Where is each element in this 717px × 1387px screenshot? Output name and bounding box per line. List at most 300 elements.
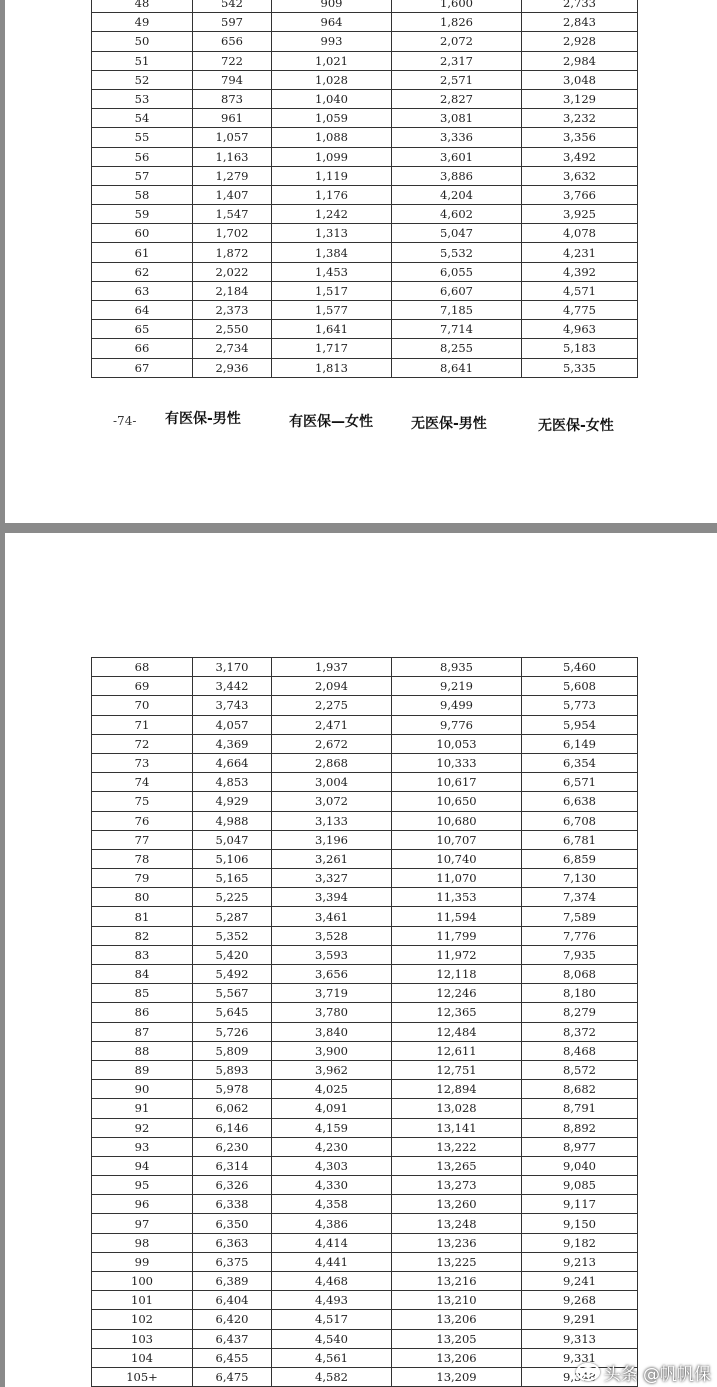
premium-cell: 1,826 bbox=[392, 13, 522, 32]
table-row bbox=[92, 965, 638, 984]
premium-cell: 9,213 bbox=[522, 1252, 638, 1271]
premium-cell: 961 bbox=[193, 109, 272, 128]
premium-cell: 2,550 bbox=[193, 320, 272, 339]
premium-cell: 2,734 bbox=[193, 339, 272, 358]
premium-cell: 6,363 bbox=[193, 1233, 272, 1252]
age-cell: 96 bbox=[92, 1195, 193, 1214]
premium-cell: 4,330 bbox=[272, 1176, 392, 1195]
premium-cell: 4,775 bbox=[522, 301, 638, 320]
premium-cell: 12,751 bbox=[392, 1060, 522, 1079]
premium-cell: 5,047 bbox=[193, 830, 272, 849]
table-row bbox=[92, 1118, 638, 1137]
premium-cell: 3,593 bbox=[272, 945, 392, 964]
table-row bbox=[92, 1099, 638, 1118]
premium-cell: 2,733 bbox=[522, 0, 638, 13]
premium-cell: 5,183 bbox=[522, 339, 638, 358]
table-row bbox=[92, 773, 638, 792]
table-row bbox=[92, 185, 638, 204]
premium-cell: 8,279 bbox=[522, 1003, 638, 1022]
age-cell: 78 bbox=[92, 849, 193, 868]
premium-cell: 6,475 bbox=[193, 1367, 272, 1386]
premium-cell: 6,708 bbox=[522, 811, 638, 830]
age-cell: 95 bbox=[92, 1176, 193, 1195]
table-row bbox=[92, 1329, 638, 1348]
premium-cell: 10,707 bbox=[392, 830, 522, 849]
premium-cell: 6,055 bbox=[392, 262, 522, 281]
premium-cell: 5,225 bbox=[193, 888, 272, 907]
table-row bbox=[92, 792, 638, 811]
premium-cell: 8,935 bbox=[392, 658, 522, 677]
premium-cell: 2,984 bbox=[522, 51, 638, 70]
premium-cell: 6,607 bbox=[392, 281, 522, 300]
premium-cell: 3,900 bbox=[272, 1041, 392, 1060]
premium-cell: 2,022 bbox=[193, 262, 272, 281]
premium-cell: 2,373 bbox=[193, 301, 272, 320]
premium-cell: 6,230 bbox=[193, 1137, 272, 1156]
premium-cell: 6,420 bbox=[193, 1310, 272, 1329]
document-page-1 bbox=[5, 0, 717, 523]
premium-cell: 1,028 bbox=[272, 70, 392, 89]
age-cell: 72 bbox=[92, 734, 193, 753]
table-row bbox=[92, 109, 638, 128]
table-row bbox=[92, 262, 638, 281]
premium-cell: 6,062 bbox=[193, 1099, 272, 1118]
premium-cell: 1,453 bbox=[272, 262, 392, 281]
age-cell: 105+ bbox=[92, 1367, 193, 1386]
premium-cell: 1,717 bbox=[272, 339, 392, 358]
table-row bbox=[92, 301, 638, 320]
age-cell: 73 bbox=[92, 753, 193, 772]
premium-cell: 2,094 bbox=[272, 677, 392, 696]
premium-cell: 4,057 bbox=[193, 715, 272, 734]
age-cell: 80 bbox=[92, 888, 193, 907]
premium-cell: 1,057 bbox=[193, 128, 272, 147]
premium-cell: 12,611 bbox=[392, 1041, 522, 1060]
age-cell: 62 bbox=[92, 262, 193, 281]
premium-cell: 1,176 bbox=[272, 185, 392, 204]
age-cell: 91 bbox=[92, 1099, 193, 1118]
premium-cell: 4,602 bbox=[392, 205, 522, 224]
premium-cell: 8,892 bbox=[522, 1118, 638, 1137]
premium-cell: 1,163 bbox=[193, 147, 272, 166]
premium-cell: 1,119 bbox=[272, 166, 392, 185]
premium-cell: 9,085 bbox=[522, 1176, 638, 1195]
premium-cell: 3,461 bbox=[272, 907, 392, 926]
table-row bbox=[92, 1195, 638, 1214]
premium-cell: 5,106 bbox=[193, 849, 272, 868]
table-row bbox=[92, 358, 638, 377]
premium-cell: 4,231 bbox=[522, 243, 638, 262]
table-row bbox=[92, 32, 638, 51]
premium-cell: 6,571 bbox=[522, 773, 638, 792]
age-cell: 85 bbox=[92, 984, 193, 1003]
caption-uninsured-male: 无医保-男性 bbox=[411, 416, 487, 432]
premium-cell: 1,099 bbox=[272, 147, 392, 166]
table-row bbox=[92, 696, 638, 715]
premium-cell: 6,146 bbox=[193, 1118, 272, 1137]
premium-cell: 542 bbox=[193, 0, 272, 13]
age-cell: 56 bbox=[92, 147, 193, 166]
premium-cell: 4,441 bbox=[272, 1252, 392, 1271]
age-cell: 97 bbox=[92, 1214, 193, 1233]
premium-cell: 6,338 bbox=[193, 1195, 272, 1214]
age-cell: 58 bbox=[92, 185, 193, 204]
premium-cell: 4,540 bbox=[272, 1329, 392, 1348]
premium-cell: 8,682 bbox=[522, 1080, 638, 1099]
premium-cell: 2,928 bbox=[522, 32, 638, 51]
age-cell: 92 bbox=[92, 1118, 193, 1137]
premium-cell: 4,561 bbox=[272, 1348, 392, 1367]
premium-cell: 1,577 bbox=[272, 301, 392, 320]
premium-cell: 10,740 bbox=[392, 849, 522, 868]
premium-cell: 5,567 bbox=[193, 984, 272, 1003]
table-row bbox=[92, 984, 638, 1003]
premium-cell: 13,225 bbox=[392, 1252, 522, 1271]
document-page-2 bbox=[5, 533, 717, 1387]
age-cell: 50 bbox=[92, 32, 193, 51]
age-cell: 61 bbox=[92, 243, 193, 262]
premium-cell: 1,040 bbox=[272, 89, 392, 108]
table-row bbox=[92, 811, 638, 830]
premium-cell: 3,196 bbox=[272, 830, 392, 849]
age-cell: 53 bbox=[92, 89, 193, 108]
premium-cell: 5,773 bbox=[522, 696, 638, 715]
premium-cell: 7,776 bbox=[522, 926, 638, 945]
premium-cell: 9,182 bbox=[522, 1233, 638, 1252]
table-row bbox=[92, 753, 638, 772]
premium-table-part-2 bbox=[91, 657, 638, 1387]
premium-cell: 3,356 bbox=[522, 128, 638, 147]
table-row bbox=[92, 1041, 638, 1060]
table-row bbox=[92, 658, 638, 677]
premium-cell: 4,664 bbox=[193, 753, 272, 772]
table-row bbox=[92, 13, 638, 32]
premium-cell: 1,059 bbox=[272, 109, 392, 128]
premium-cell: 11,972 bbox=[392, 945, 522, 964]
age-cell: 98 bbox=[92, 1233, 193, 1252]
premium-cell: 9,291 bbox=[522, 1310, 638, 1329]
table-row bbox=[92, 1003, 638, 1022]
table-row bbox=[92, 205, 638, 224]
premium-cell: 11,070 bbox=[392, 869, 522, 888]
premium-cell: 1,088 bbox=[272, 128, 392, 147]
premium-cell: 9,499 bbox=[392, 696, 522, 715]
table-row bbox=[92, 0, 638, 13]
table-row bbox=[92, 1272, 638, 1291]
table-row bbox=[92, 734, 638, 753]
premium-cell: 656 bbox=[193, 32, 272, 51]
premium-cell: 3,327 bbox=[272, 869, 392, 888]
age-cell: 74 bbox=[92, 773, 193, 792]
premium-cell: 12,118 bbox=[392, 965, 522, 984]
premium-cell: 3,719 bbox=[272, 984, 392, 1003]
age-cell: 102 bbox=[92, 1310, 193, 1329]
premium-cell: 1,547 bbox=[193, 205, 272, 224]
premium-cell: 1,021 bbox=[272, 51, 392, 70]
premium-cell: 13,210 bbox=[392, 1291, 522, 1310]
premium-cell: 3,170 bbox=[193, 658, 272, 677]
premium-cell: 3,656 bbox=[272, 965, 392, 984]
age-cell: 94 bbox=[92, 1156, 193, 1175]
premium-cell: 3,962 bbox=[272, 1060, 392, 1079]
table-row bbox=[92, 1156, 638, 1175]
premium-cell: 6,354 bbox=[522, 753, 638, 772]
premium-cell: 9,150 bbox=[522, 1214, 638, 1233]
table-row bbox=[92, 243, 638, 262]
premium-cell: 8,255 bbox=[392, 339, 522, 358]
premium-cell: 3,492 bbox=[522, 147, 638, 166]
premium-cell: 4,230 bbox=[272, 1137, 392, 1156]
premium-cell: 3,336 bbox=[392, 128, 522, 147]
premium-cell: 1,313 bbox=[272, 224, 392, 243]
premium-cell: 1,641 bbox=[272, 320, 392, 339]
premium-cell: 9,313 bbox=[522, 1329, 638, 1348]
premium-table-part-1 bbox=[91, 0, 638, 378]
premium-cell: 13,273 bbox=[392, 1176, 522, 1195]
premium-cell: 4,159 bbox=[272, 1118, 392, 1137]
premium-cell: 9,117 bbox=[522, 1195, 638, 1214]
premium-cell: 4,963 bbox=[522, 320, 638, 339]
premium-cell: 5,492 bbox=[193, 965, 272, 984]
premium-cell: 4,025 bbox=[272, 1080, 392, 1099]
premium-cell: 5,645 bbox=[193, 1003, 272, 1022]
premium-cell: 5,047 bbox=[392, 224, 522, 243]
table-row bbox=[92, 89, 638, 108]
premium-cell: 2,072 bbox=[392, 32, 522, 51]
table-row bbox=[92, 945, 638, 964]
premium-cell: 13,206 bbox=[392, 1310, 522, 1329]
premium-cell: 4,078 bbox=[522, 224, 638, 243]
age-cell: 66 bbox=[92, 339, 193, 358]
premium-cell: 13,222 bbox=[392, 1137, 522, 1156]
premium-cell: 7,935 bbox=[522, 945, 638, 964]
premium-cell: 3,743 bbox=[193, 696, 272, 715]
premium-cell: 2,827 bbox=[392, 89, 522, 108]
premium-cell: 2,672 bbox=[272, 734, 392, 753]
premium-cell: 2,571 bbox=[392, 70, 522, 89]
premium-cell: 7,185 bbox=[392, 301, 522, 320]
table-row bbox=[92, 1310, 638, 1329]
premium-cell: 3,632 bbox=[522, 166, 638, 185]
premium-cell: 964 bbox=[272, 13, 392, 32]
table-row bbox=[92, 1252, 638, 1271]
age-cell: 63 bbox=[92, 281, 193, 300]
premium-cell: 7,714 bbox=[392, 320, 522, 339]
premium-cell: 8,372 bbox=[522, 1022, 638, 1041]
table-row bbox=[92, 830, 638, 849]
premium-cell: 6,326 bbox=[193, 1176, 272, 1195]
premium-cell: 3,780 bbox=[272, 1003, 392, 1022]
premium-cell: 5,954 bbox=[522, 715, 638, 734]
premium-cell: 1,702 bbox=[193, 224, 272, 243]
premium-cell: 13,236 bbox=[392, 1233, 522, 1252]
premium-cell: 4,392 bbox=[522, 262, 638, 281]
premium-cell: 6,437 bbox=[193, 1329, 272, 1348]
premium-cell: 9,040 bbox=[522, 1156, 638, 1175]
age-cell: 84 bbox=[92, 965, 193, 984]
premium-cell: 4,468 bbox=[272, 1272, 392, 1291]
premium-cell: 794 bbox=[193, 70, 272, 89]
table-row bbox=[92, 1060, 638, 1079]
table-row bbox=[92, 715, 638, 734]
caption-insured-male: 有医保-男性 bbox=[165, 411, 241, 427]
premium-cell: 3,766 bbox=[522, 185, 638, 204]
age-cell: 81 bbox=[92, 907, 193, 926]
premium-cell: 1,242 bbox=[272, 205, 392, 224]
premium-cell: 597 bbox=[193, 13, 272, 32]
age-cell: 68 bbox=[92, 658, 193, 677]
premium-cell: 6,859 bbox=[522, 849, 638, 868]
age-cell: 71 bbox=[92, 715, 193, 734]
age-cell: 49 bbox=[92, 13, 193, 32]
age-cell: 67 bbox=[92, 358, 193, 377]
age-cell: 69 bbox=[92, 677, 193, 696]
age-cell: 86 bbox=[92, 1003, 193, 1022]
premium-cell: 13,216 bbox=[392, 1272, 522, 1291]
watermark-text: 头条 @帆帆保 bbox=[603, 1364, 711, 1385]
caption-uninsured-female: 无医保-女性 bbox=[538, 418, 614, 434]
premium-cell: 12,894 bbox=[392, 1080, 522, 1099]
premium-cell: 10,680 bbox=[392, 811, 522, 830]
premium-cell: 8,180 bbox=[522, 984, 638, 1003]
premium-cell: 3,394 bbox=[272, 888, 392, 907]
premium-cell: 6,404 bbox=[193, 1291, 272, 1310]
premium-cell: 8,468 bbox=[522, 1041, 638, 1060]
premium-cell: 3,048 bbox=[522, 70, 638, 89]
premium-cell: 4,929 bbox=[193, 792, 272, 811]
age-cell: 103 bbox=[92, 1329, 193, 1348]
premium-cell: 10,333 bbox=[392, 753, 522, 772]
premium-cell: 3,840 bbox=[272, 1022, 392, 1041]
table-row bbox=[92, 869, 638, 888]
premium-cell: 13,265 bbox=[392, 1156, 522, 1175]
premium-cell: 5,608 bbox=[522, 677, 638, 696]
age-cell: 57 bbox=[92, 166, 193, 185]
age-cell: 89 bbox=[92, 1060, 193, 1079]
premium-cell: 1,384 bbox=[272, 243, 392, 262]
premium-cell: 1,813 bbox=[272, 358, 392, 377]
premium-cell: 13,248 bbox=[392, 1214, 522, 1233]
table-footer bbox=[5, 408, 717, 438]
premium-cell: 993 bbox=[272, 32, 392, 51]
table-row bbox=[92, 677, 638, 696]
premium-cell: 4,517 bbox=[272, 1310, 392, 1329]
premium-cell: 11,799 bbox=[392, 926, 522, 945]
premium-cell: 2,936 bbox=[193, 358, 272, 377]
premium-cell: 3,072 bbox=[272, 792, 392, 811]
premium-cell: 1,600 bbox=[392, 0, 522, 13]
premium-cell: 1,407 bbox=[193, 185, 272, 204]
premium-cell: 2,275 bbox=[272, 696, 392, 715]
age-cell: 88 bbox=[92, 1041, 193, 1060]
premium-cell: 1,517 bbox=[272, 281, 392, 300]
premium-cell: 4,582 bbox=[272, 1367, 392, 1386]
premium-cell: 8,977 bbox=[522, 1137, 638, 1156]
premium-cell: 2,471 bbox=[272, 715, 392, 734]
age-cell: 83 bbox=[92, 945, 193, 964]
age-cell: 48 bbox=[92, 0, 193, 13]
premium-cell: 6,638 bbox=[522, 792, 638, 811]
premium-cell: 3,925 bbox=[522, 205, 638, 224]
premium-cell: 9,348 bbox=[522, 1367, 638, 1386]
premium-cell: 4,493 bbox=[272, 1291, 392, 1310]
premium-cell: 3,133 bbox=[272, 811, 392, 830]
premium-cell: 7,589 bbox=[522, 907, 638, 926]
table-row bbox=[92, 1291, 638, 1310]
premium-cell: 4,414 bbox=[272, 1233, 392, 1252]
age-cell: 77 bbox=[92, 830, 193, 849]
premium-cell: 4,091 bbox=[272, 1099, 392, 1118]
premium-cell: 722 bbox=[193, 51, 272, 70]
premium-cell: 3,261 bbox=[272, 849, 392, 868]
toutiao-logo-icon bbox=[576, 1363, 600, 1381]
premium-cell: 12,484 bbox=[392, 1022, 522, 1041]
table-row bbox=[92, 70, 638, 89]
premium-cell: 4,386 bbox=[272, 1214, 392, 1233]
premium-cell: 13,206 bbox=[392, 1348, 522, 1367]
premium-cell: 13,209 bbox=[392, 1367, 522, 1386]
premium-cell: 3,232 bbox=[522, 109, 638, 128]
premium-cell: 5,420 bbox=[193, 945, 272, 964]
age-cell: 64 bbox=[92, 301, 193, 320]
premium-cell: 5,352 bbox=[193, 926, 272, 945]
table-row bbox=[92, 166, 638, 185]
premium-cell: 5,532 bbox=[392, 243, 522, 262]
premium-cell: 4,988 bbox=[193, 811, 272, 830]
age-cell: 70 bbox=[92, 696, 193, 715]
age-cell: 99 bbox=[92, 1252, 193, 1271]
premium-cell: 3,081 bbox=[392, 109, 522, 128]
premium-cell: 5,726 bbox=[193, 1022, 272, 1041]
age-cell: 52 bbox=[92, 70, 193, 89]
premium-cell: 1,937 bbox=[272, 658, 392, 677]
age-cell: 104 bbox=[92, 1348, 193, 1367]
table-row bbox=[92, 1176, 638, 1195]
premium-cell: 4,369 bbox=[193, 734, 272, 753]
premium-cell: 873 bbox=[193, 89, 272, 108]
table-row bbox=[92, 224, 638, 243]
table-row bbox=[92, 907, 638, 926]
premium-cell: 3,442 bbox=[193, 677, 272, 696]
premium-cell: 3,004 bbox=[272, 773, 392, 792]
watermark bbox=[576, 1359, 711, 1385]
age-cell: 51 bbox=[92, 51, 193, 70]
premium-cell: 7,374 bbox=[522, 888, 638, 907]
premium-cell: 3,528 bbox=[272, 926, 392, 945]
premium-cell: 4,358 bbox=[272, 1195, 392, 1214]
premium-cell: 1,279 bbox=[193, 166, 272, 185]
premium-cell: 5,165 bbox=[193, 869, 272, 888]
premium-cell: 6,350 bbox=[193, 1214, 272, 1233]
premium-cell: 11,594 bbox=[392, 907, 522, 926]
premium-cell: 10,053 bbox=[392, 734, 522, 753]
premium-cell: 6,375 bbox=[193, 1252, 272, 1271]
table-row bbox=[92, 51, 638, 70]
premium-cell: 2,868 bbox=[272, 753, 392, 772]
table-row bbox=[92, 1367, 638, 1386]
premium-cell: 5,287 bbox=[193, 907, 272, 926]
age-cell: 65 bbox=[92, 320, 193, 339]
premium-cell: 11,353 bbox=[392, 888, 522, 907]
table-row bbox=[92, 1022, 638, 1041]
premium-cell: 6,781 bbox=[522, 830, 638, 849]
premium-cell: 6,455 bbox=[193, 1348, 272, 1367]
premium-cell: 7,130 bbox=[522, 869, 638, 888]
caption-insured-female: 有医保—女性 bbox=[289, 414, 373, 430]
premium-cell: 2,843 bbox=[522, 13, 638, 32]
age-cell: 101 bbox=[92, 1291, 193, 1310]
age-cell: 93 bbox=[92, 1137, 193, 1156]
